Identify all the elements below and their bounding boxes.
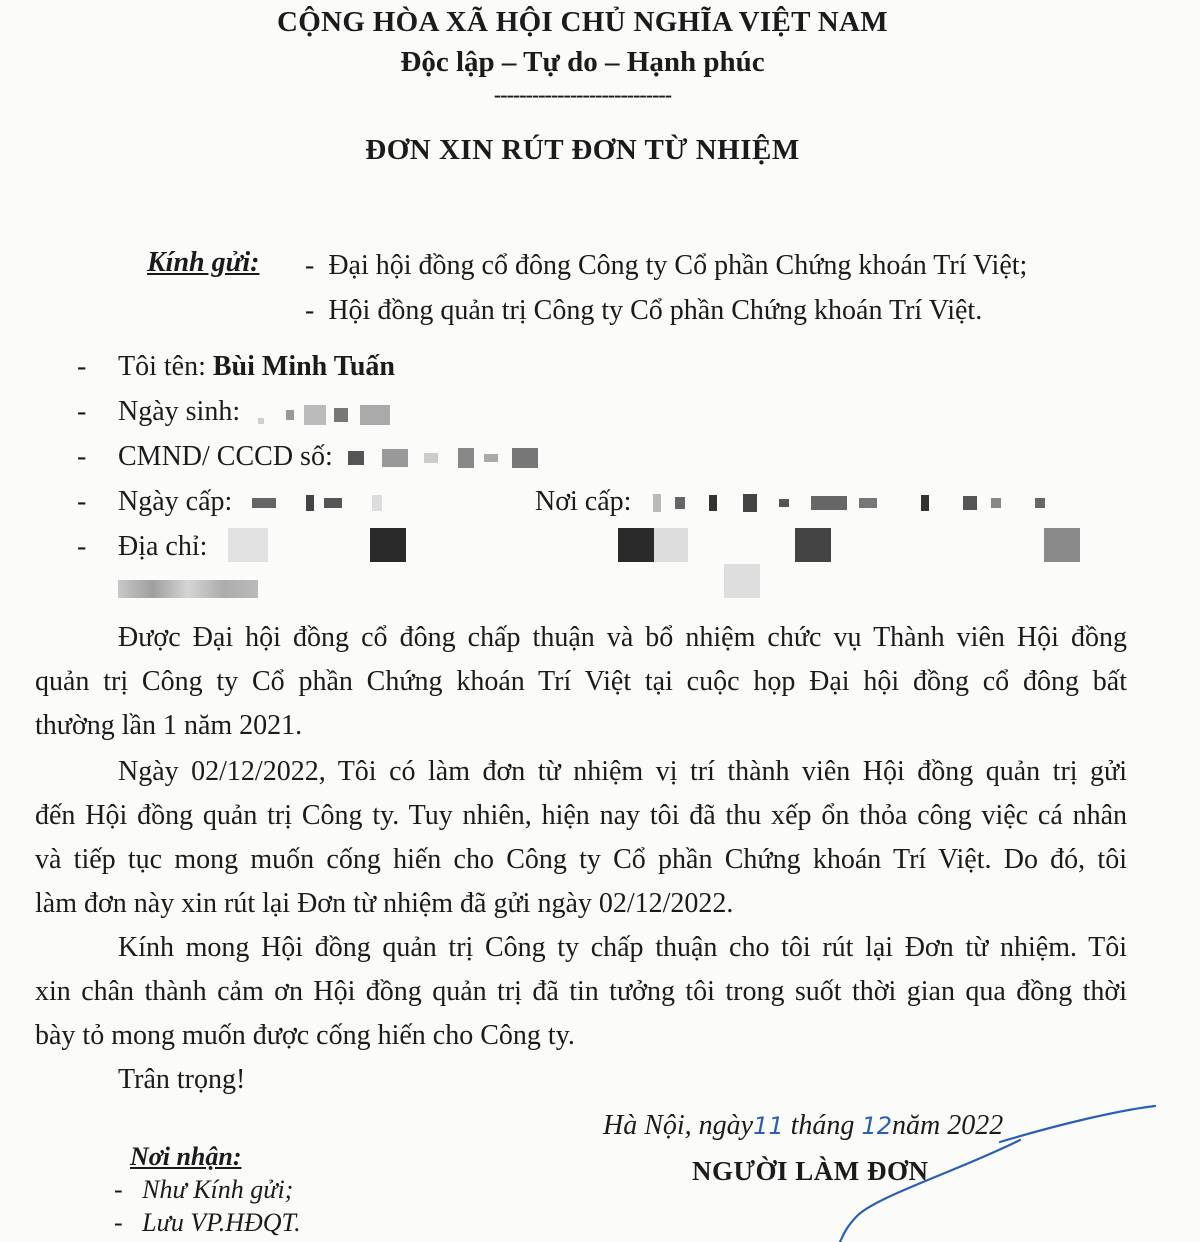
dash-marker: -	[77, 396, 87, 427]
dash-marker: -	[114, 1175, 143, 1204]
year-label: năm 2022	[891, 1110, 1004, 1141]
body-line: làm đơn này xin rút lại Đơn từ nhiệm đã gửi ngày 02/12/2022.	[35, 888, 734, 919]
issue-date-label: Ngày cấp:	[118, 486, 233, 517]
footer-recipient-item	[114, 1208, 301, 1238]
dash-marker: -	[77, 486, 87, 517]
dash-marker: -	[77, 351, 87, 382]
body-line: bày tỏ mong muốn được cống hiến cho Công ty.	[35, 1020, 575, 1051]
body-line: và tiếp tục mong muốn cống hiến cho Công ty Cổ phần Chứng khoán Trí Việt. Do đó, tôi	[35, 844, 1127, 875]
handwritten-month: 12	[861, 1112, 892, 1140]
dash-marker: -	[305, 295, 329, 326]
motto-header: Độc lập – Tự do – Hạnh phúc	[400, 46, 765, 78]
recipient-text: Đại hội đồng cổ đông Công ty Cổ phần Chứng khoán Trí Việt;	[328, 250, 1028, 281]
handwritten-day: 11	[753, 1112, 784, 1140]
body-line: Ngày 02/12/2022, Tôi có làm đơn từ nhiệm vị trí thành viên Hội đồng quản trị gửi	[118, 756, 1127, 787]
header-rule: ----------------------------	[493, 82, 672, 107]
recipient-text: Hội đồng quản trị Công ty Cổ phần Chứng khoán Trí Việt.	[328, 295, 983, 326]
footer-recipient-item	[114, 1175, 293, 1205]
footer-recipient-text: Lưu VP.HĐQT.	[142, 1208, 301, 1237]
recipients-label: Kính gửi:	[147, 247, 260, 278]
dash-marker: -	[305, 250, 329, 281]
address-label: Địa chỉ:	[118, 531, 208, 562]
body-line: thường lần 1 năm 2021.	[35, 710, 303, 741]
id-label: CMND/ CCCD số:	[118, 441, 333, 472]
body-line: quản trị Công ty Cổ phần Chứng khoán Trí Việt tại cuộc họp Đại hội đồng cổ đông bất	[35, 666, 1127, 697]
dob-label: Ngày sinh:	[118, 396, 241, 427]
applicant-name: Bùi Minh Tuấn	[212, 351, 395, 382]
footer-recipients-label: Nơi nhận:	[130, 1142, 242, 1171]
signer-title: NGƯỜI LÀM ĐƠN	[692, 1156, 929, 1186]
dash-marker: -	[77, 531, 87, 562]
dash-marker: -	[114, 1208, 143, 1237]
dash-marker: -	[77, 441, 87, 472]
month-label: tháng	[783, 1110, 862, 1141]
document-title: ĐƠN XIN RÚT ĐƠN TỪ NHIỆM	[365, 134, 800, 166]
body-line: xin chân thành cảm ơn Hội đồng quản trị đã tin tưởng tôi trong suốt thời gian qua đồng thời	[35, 976, 1127, 1007]
footer-recipient-text: Như Kính gửi;	[142, 1175, 294, 1204]
issue-place-label: Nơi cấp:	[535, 486, 632, 517]
body-line: Kính mong Hội đồng quản trị Công ty chấp thuận cho tôi rút lại Đơn từ nhiệm. Tôi	[118, 932, 1127, 963]
body-line: Được Đại hội đồng cổ đông chấp thuận và bổ nhiệm chức vụ Thành viên Hội đồng	[118, 622, 1127, 653]
closing-text: Trân trọng!	[118, 1064, 246, 1095]
nation-header: CỘNG HÒA XÃ HỘI CHỦ NGHĨA VIỆT NAM	[277, 6, 888, 38]
place-date-prefix: Hà Nội, ngày	[603, 1110, 754, 1141]
body-line: đến Hội đồng quản trị Công ty. Tuy nhiên, hiện nay tôi đã thu xếp ổn thỏa công việc cá nhân	[35, 800, 1127, 831]
name-label: Tôi tên:	[118, 351, 213, 382]
